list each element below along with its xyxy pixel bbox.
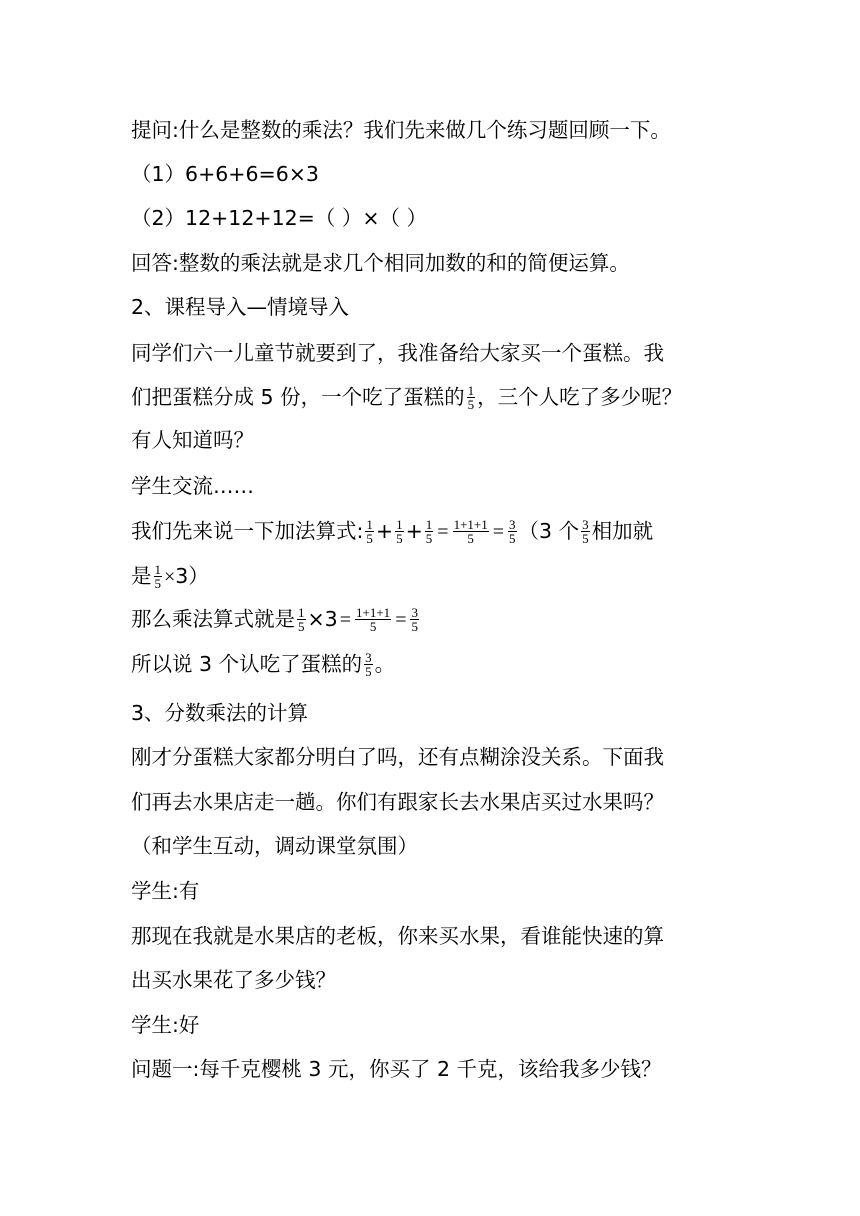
fraction-three-fifths: $\frac{3}{5}$ [411,604,418,634]
paragraph-shop-2: 出买水果花了多少钱？ [131,968,336,992]
fraction-three-fifths: $\frac{3}{5}$ [582,516,589,546]
fraction-sum-over-five: $\frac{1+1+1}{5}$ [453,516,488,546]
paragraph-shop-1: 那现在我就是水果店的老板，你来买水果，看谁能快速的算 [131,924,664,948]
fraction-three-fifths: $\frac{3}{5}$ [365,649,372,679]
fraction-one-fifth: $\frac{1}{5}$ [425,516,433,546]
paragraph-cake-1: 同学们六一儿童节就要到了，我准备给大家买一个蛋糕。我 [131,341,664,365]
text: 那么乘法算式就是 [131,607,295,631]
section-3-heading: 3、分数乘法的计算 [131,701,309,725]
text: （3 个 [518,519,580,543]
student-reply-1: 学生:有 [131,879,200,903]
text: 相加就 [591,519,654,543]
addition-formula-line [131,517,653,546]
text: 我们先来说一下加法算式: [131,519,364,543]
paragraph-cake-3: 有人知道吗？ [131,428,254,452]
section-2-heading: 2、课程导入—情境导入 [131,295,350,319]
fraction-one-fifth: $\frac{1}{5}$ [467,382,475,412]
conclusion-line [131,650,395,679]
fraction-one-fifth: $\frac{1}{5}$ [366,516,373,546]
text: 。 [374,652,396,676]
multiplication-formula-line [131,605,421,634]
fraction-sum-over-five: $\frac{1+1+1}{5}$ [356,604,391,634]
exercise-1: （1）6+6+6=6×3 [131,162,319,186]
text: ，三个人吃了多少呢？ [477,385,683,409]
equals-sign: = [492,521,505,543]
plus-sign: + [405,519,423,543]
addition-formula-cont [131,562,209,591]
paragraph-fruit-2: 们再去水果店走一趟。你们有跟家长去水果店买过水果吗？ [131,790,664,814]
problem-one: 问题一:每千克樱桃 3 元，你买了 2 千克，该给我多少钱？ [131,1057,662,1081]
paragraph-fruit-1: 刚才分蛋糕大家都分明白了吗，还有点糊涂没关系。下面我 [131,745,664,769]
exercise-2: （2）12+12+12=（ ）×（ ） [131,206,428,230]
plus-sign: + [375,519,394,543]
question-line: 提问:什么是整数的乘法？我们先来做几个练习题回顾一下。 [131,118,671,142]
text: 们把蛋糕分成 5 份，一个吃了蛋糕的 [131,385,465,409]
text: ×3 [307,607,338,631]
fraction-one-fifth: $\frac{1}{5}$ [154,561,161,591]
equals-sign: = [395,609,407,631]
text: 3） [175,564,209,588]
paragraph-cake-2 [131,383,682,412]
fraction-one-fifth: $\frac{1}{5}$ [298,604,305,634]
text: 是 [131,564,152,588]
student-discussion: 学生交流…… [131,474,254,498]
text: 所以说 3 个认吃了蛋糕的 [131,652,363,676]
equals-sign: = [437,521,449,543]
interaction-note: （和学生互动，调动课堂氛围） [131,834,418,858]
equals-sign: = [339,609,352,631]
fraction-three-fifths: $\frac{3}{5}$ [509,516,516,546]
answer-line: 回答:整数的乘法就是求几个相同加数的和的简便运算。 [131,251,630,275]
fraction-one-fifth: $\frac{1}{5}$ [396,516,403,546]
times-sign: × [164,566,176,588]
student-reply-2: 学生:好 [131,1013,200,1037]
